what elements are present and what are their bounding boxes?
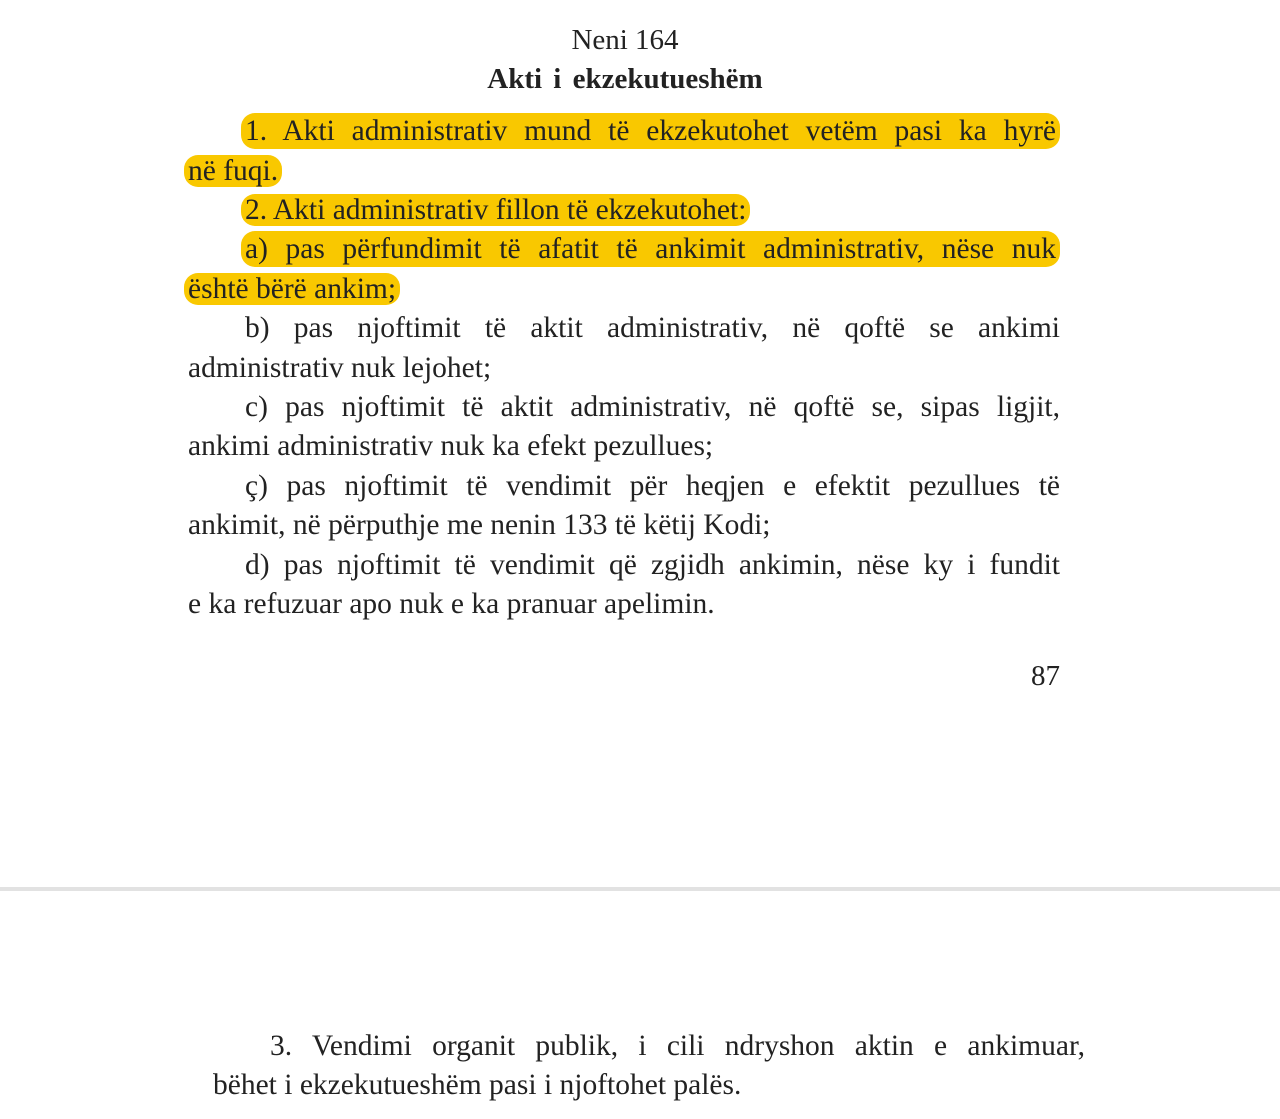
paragraph-2-line-1 [245, 192, 750, 228]
article-title: Akti i ekzekutueshëm [487, 63, 763, 95]
paragraph-1-line-1 [245, 113, 1060, 149]
item-cc-line-1: ç) pas njoftimit të vendimit për heqjen e efektit pezullues të [245, 470, 1060, 502]
highlight-mark: 2. Akti administrativ fillon të ekzekutohet: [241, 194, 750, 226]
paragraph-3-line-2: bëhet i ekzekutueshëm pasi i njoftohet palës. [213, 1069, 742, 1101]
highlight-mark: 1. Akti administrativ mund të ekzekutohet vetëm pasi ka hyrë [241, 113, 1060, 149]
page-number: 87 [1031, 660, 1060, 692]
item-c-line-1: c) pas njoftimit të aktit administrativ, në qoftë se, sipas ligjit, [245, 391, 1060, 423]
item-a-line-2 [188, 271, 400, 307]
item-c-line-2: ankimi administrativ nuk ka efekt pezullues; [188, 430, 714, 462]
highlight-mark: a) pas përfundimit të afatit të ankimit administrativ, nëse nuk [241, 231, 1060, 267]
paragraph-3-line-1: 3. Vendimi organit publik, i cili ndryshon aktin e ankimuar, [270, 1030, 1085, 1062]
item-b-line-1: b) pas njoftimit të aktit administrativ, në qoftë se ankimi [245, 312, 1060, 344]
highlight-mark: është bërë ankim; [184, 273, 400, 305]
article-number: Neni 164 [571, 24, 679, 56]
item-a-line-1 [245, 231, 1060, 267]
highlight-mark: në fuqi. [184, 155, 282, 187]
item-d-line-2: e ka refuzuar apo nuk e ka pranuar apelimin. [188, 588, 715, 620]
paragraph-1-line-2 [188, 153, 282, 189]
page-divider [0, 887, 1280, 891]
item-cc-line-2: ankimit, në përputhje me nenin 133 të këtij Kodi; [188, 509, 771, 541]
item-d-line-1: d) pas njoftimit të vendimit që zgjidh ankimin, nëse ky i fundit [245, 549, 1060, 581]
item-b-line-2: administrativ nuk lejohet; [188, 352, 492, 384]
